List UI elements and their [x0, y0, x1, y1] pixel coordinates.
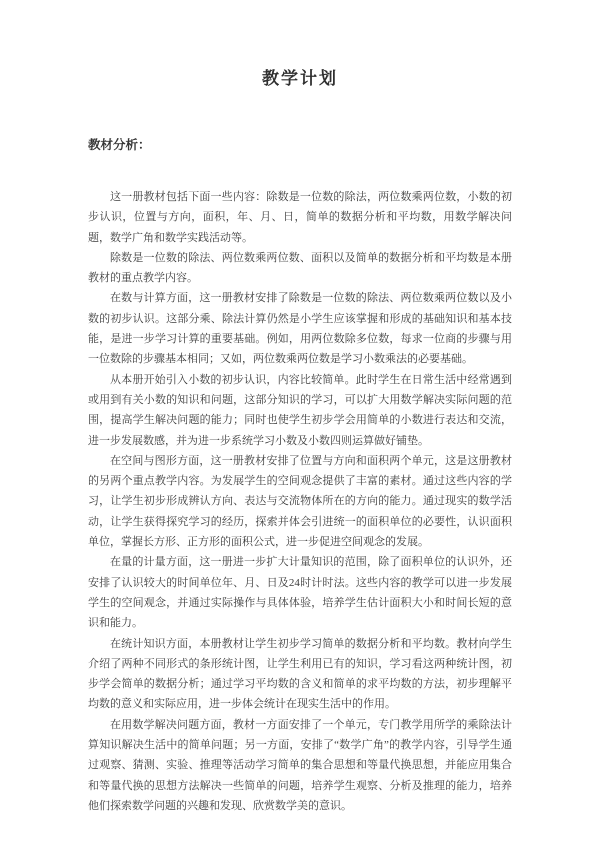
paragraph: 在统计知识方面，本册教材让学生初步学习简单的数据分析和平均数。教材向学生介绍了两种不同形式的条形统计图，让学生利用已有的知识，学习看这两种统计图，初步学会简单的数据分析；通过学习平均数的含义和简单的求平均数的方法，初步理解平均数的意义和实际应用，进一步体会统计在现实生活中的作用。	[88, 637, 512, 711]
document-title: 教学计划	[262, 69, 338, 88]
paragraph: 在用数学解决问题方面，教材一方面安排了一个单元，专门教学用所学的乘除法计算知识解决生活中的简单问题；另一方面，安排了“数学广角”的教学内容，引导学生通过观察、猜测、实验、推理等活动学习简单的集合思想和等量代换思想，并能应用集合和等量代换的思想方法解决一些简单的问题，培养学生观察、分析及推理的能力，培养他们探索数学问题的兴趣和发现、欣赏数学美的意识。	[88, 718, 512, 812]
paragraph: 除数是一位数的除法、两位数乘两位数、面积以及简单的数据分析和平均数是本册教材的重点教学内容。	[88, 251, 512, 285]
paragraph: 这一册教材包括下面一些内容：除数是一位数的除法，两位数乘两位数，小数的初步认识，位置与方向，面积，年、月、日，简单的数据分析和平均数，用数学解决问题，数学广角和数学实践活动等。	[88, 191, 512, 244]
paragraph: 在数与计算方面，这一册教材安排了除数是一位数的除法、两位数乘两位数以及小数的初步认识。这部分乘、除法计算仍然是小学生应该掌握和形成的基础知识和基本技能，是进一步学习计算的重要基础。例如，用两位数除多位数，每求一位商的步骤与用一位数除的步骤基本相同；又如，两位数乘两位数是学习小数乘法的必要基础。	[88, 292, 512, 366]
paragraph: 在空间与图形方面，这一册教材安排了位置与方向和面积两个单元，这是这册教材的另两个重点教学内容。为发展学生的空间观念提供了丰富的素材。通过这些内容的学习，让学生初步形成辨认方向、表达与交流物体所在的方向的能力。通过现实的数学活动，让学生获得探究学习的经历，探索并体会引进统一的面积单位的必要性，认识面积单位，掌握长方形、正方形的面积公式，进一步促进空间观念的发展。	[88, 454, 512, 549]
paragraph: 从本册开始引入小数的初步认识，内容比较简单。此时学生在日常生活中经常遇到或用到有关小数的知识和问题，这部分知识的学习，可以扩大用数学解决实际问题的范围，提高学生解决问题的能力；同时也使学生初步学会用简单的小数进行表达和交流，进一步发展数感，并为进一步系统学习小数及小数四则运算做好铺垫。	[88, 373, 512, 447]
paragraph: 在量的计量方面，这一册进一步扩大计量知识的范围，除了面积单位的认识外，还安排了认识较大的时间单位年、月、日及24时计时法。这些内容的教学可以进一步发展学生的空间观念，并通过实际操作与具体体验，培养学生估计面积大小和时间长短的意识和能力。	[88, 556, 512, 630]
document-body	[88, 187, 512, 816]
section-heading-textbook-analysis: 教材分析：	[88, 138, 151, 152]
